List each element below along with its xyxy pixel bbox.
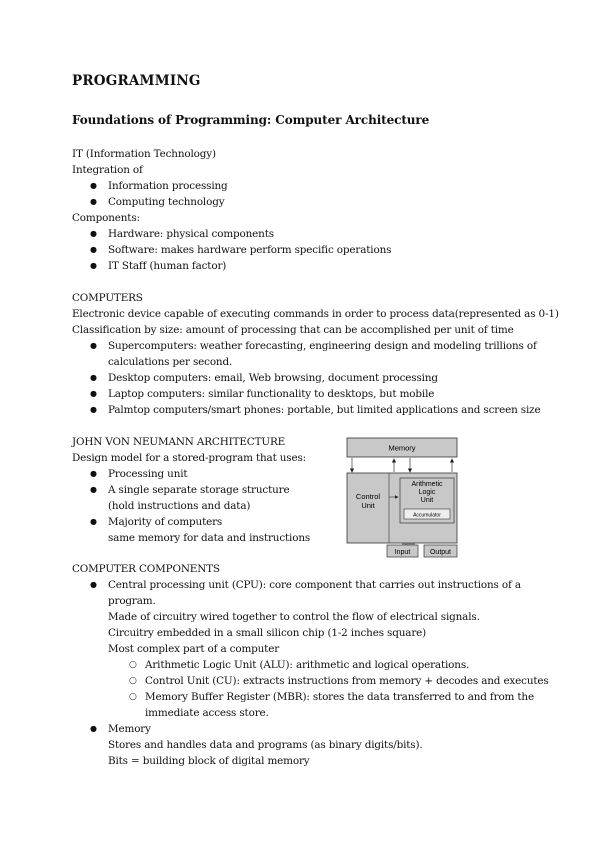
list-item: ● Desktop computers: email, Web browsing, document processing	[108, 370, 438, 386]
page-subtitle: Foundations of Programming: Computer Architecture	[72, 113, 430, 127]
list-item: ● Software: makes hardware perform specific operations	[108, 242, 391, 258]
list-item: ● Laptop computers: similar functionality to desktops, but mobile	[108, 386, 434, 402]
list-item: ● Palmtop computers/smart phones: portable, but limited applications and screen size	[108, 402, 540, 418]
list-item: ● Memory	[108, 721, 151, 737]
list-item: ● IT Staff (human factor)	[108, 258, 226, 274]
alu-label: Arithmetic	[411, 481, 443, 488]
sub-list-item: ○ Arithmetic Logic Unit (ALU): arithmetic and logical operations.	[145, 657, 469, 673]
list-item-continuation: same memory for data and instructions	[108, 532, 311, 544]
sub-list-item: ○ Memory Buffer Register (MBR): stores the data transferred to and from the	[145, 689, 534, 705]
components-label: Components:	[72, 212, 140, 224]
input-label: Input	[394, 549, 411, 556]
integration-label: Integration of	[72, 164, 143, 176]
list-item: ● Supercomputers: weather forecasting, engineering design and modeling trillions of	[108, 338, 537, 354]
control-unit-label: Control	[355, 492, 381, 501]
page-title: PROGRAMMING	[72, 73, 201, 89]
alu-label: Unit	[420, 497, 434, 504]
list-item: ● A single separate storage structure	[108, 482, 289, 498]
von-neumann-heading: JOHN VON NEUMANN ARCHITECTURE	[72, 436, 286, 448]
list-item-continuation: program.	[108, 595, 156, 607]
memory-detail: Stores and handles data and programs (as binary digits/bits).	[108, 739, 423, 751]
computers-heading: COMPUTERS	[72, 292, 143, 304]
accumulator-label: Accumulator	[413, 512, 441, 519]
computers-definition: Electronic device capable of executing commands in order to process data(represented as 0-1)	[72, 308, 559, 320]
memory-label: Memory	[388, 443, 416, 453]
components-heading: COMPUTER COMPONENTS	[72, 563, 220, 575]
alu-label: Logic	[418, 489, 436, 496]
output-label: Output	[429, 549, 452, 556]
computers-classification: Classification by size: amount of processing that can be accomplished per unit of time	[72, 324, 514, 336]
list-item: ● Processing unit	[108, 466, 187, 482]
it-heading: IT (Information Technology)	[72, 148, 216, 160]
von-neumann-intro: Design model for a stored-program that uses:	[72, 452, 307, 464]
von-neumann-diagram	[340, 433, 465, 559]
cpu-detail: Circuitry embedded in a small silicon chip (1-2 inches square)	[108, 627, 427, 639]
list-item-continuation: calculations per second.	[108, 356, 233, 368]
list-item: ● Computing technology	[108, 194, 224, 210]
memory-detail: Bits = building block of digital memory	[108, 755, 310, 767]
list-item: ● Majority of computers	[108, 514, 222, 530]
list-item: ● Hardware: physical components	[108, 226, 274, 242]
sub-list-item-continuation: immediate access store.	[145, 707, 269, 719]
control-unit-label: Unit	[361, 501, 375, 510]
list-item-continuation: (hold instructions and data)	[108, 500, 251, 512]
list-item: ● Central processing unit (CPU): core component that carries out instructions of a	[108, 577, 521, 593]
cpu-detail: Made of circuitry wired together to control the flow of electrical signals.	[108, 611, 480, 623]
sub-list-item: ○ Control Unit (CU): extracts instructions from memory + decodes and executes	[145, 673, 549, 689]
cpu-detail: Most complex part of a computer	[108, 643, 280, 655]
list-item: ● Information processing	[108, 178, 228, 194]
